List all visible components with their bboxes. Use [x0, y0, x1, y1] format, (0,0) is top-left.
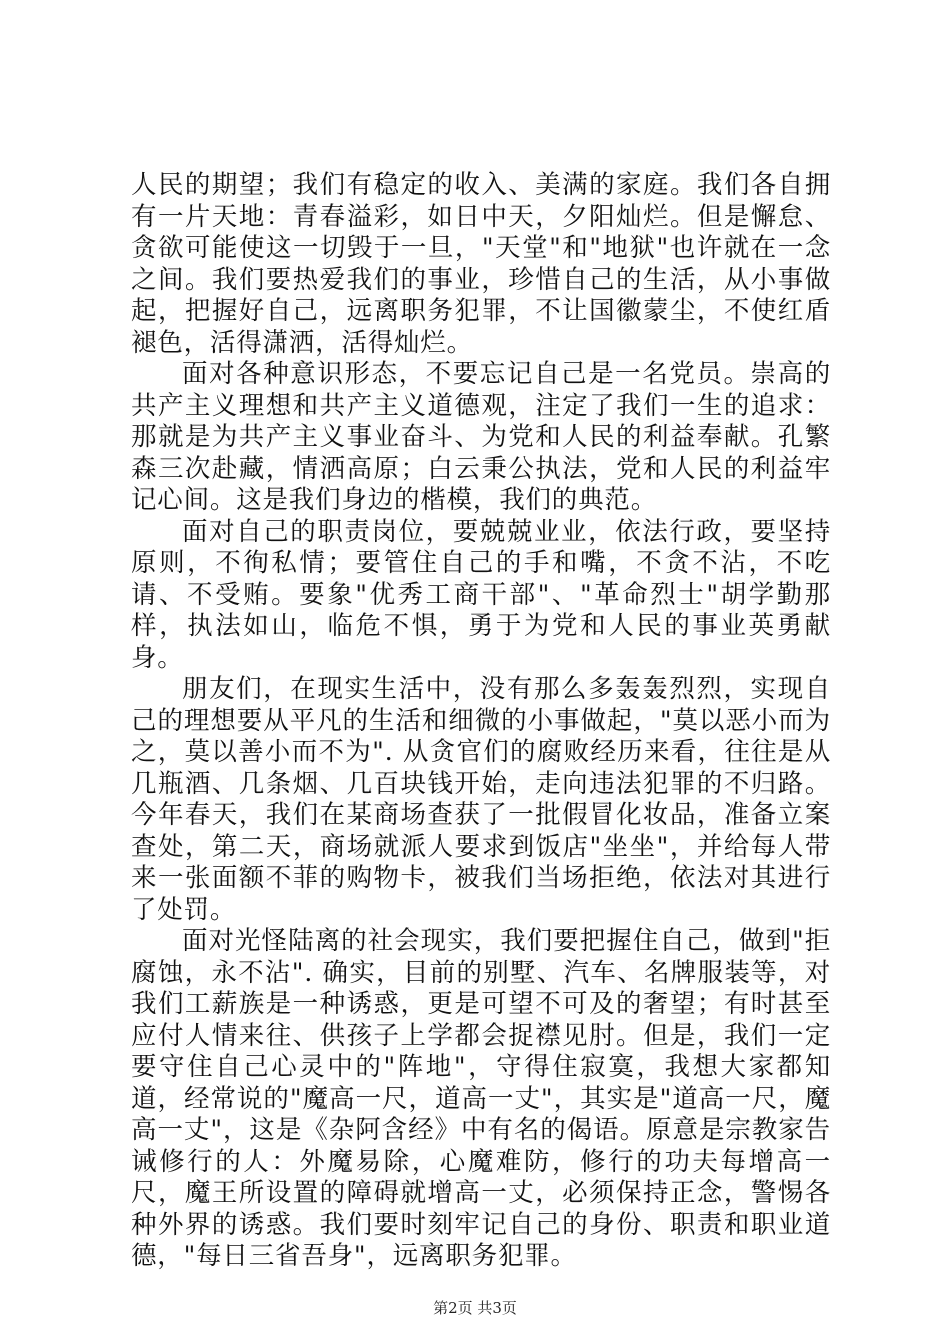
- document-body: [131, 170, 831, 1273]
- paragraph-3: 面对自己的职责岗位，要兢兢业业，依法行政，要坚持原则，不徇私情；要管住自己的手和嘴，不贪不沾，不吃请、不受贿。要象"优秀工商干部"、"革命烈士"胡学勤那样，执法如山，临危不惧，勇于为党和人民的事业英勇献身。: [131, 516, 831, 673]
- page-number-footer: 第2页 共3页: [433, 1299, 517, 1317]
- paragraph-5: 面对光怪陆离的社会现实，我们要把握住自己，做到"拒腐蚀，永不沾". 确实，目前的别墅、汽车、名牌服装等，对我们工薪族是一种诱惑，更是可望不可及的奢望；有时甚至应付人情来往、供孩子上学都会捉襟见肘。但是，我们一定要守住自己心灵中的"阵地"，守得住寂寞，我想大家都知道，经常说的"魔高一尺，道高一丈"，其实是"道高一尺，魔高一丈"，这是《杂阿含经》中有名的偈语。原意是宗教家告诫修行的人：外魔易除，心魔难防，修行的功夫每增高一尺，魔王所设置的障碍就增高一丈，必须保持正念，警惕各种外界的诱惑。我们要时刻牢记自己的身份、职责和职业道德，"每日三省吾身"，远离职务犯罪。: [131, 926, 831, 1271]
- paragraph-1: 人民的期望；我们有稳定的收入、美满的家庭。我们各自拥有一片天地：青春溢彩，如日中天，夕阳灿烂。但是懈怠、贪欲可能使这一切毁于一旦，"天堂"和"地狱"也许就在一念之间。我们要热爱我们的事业，珍惜自己的生活，从小事做起，把握好自己，远离职务犯罪，不让国徽蒙尘，不使红盾褪色，活得潇洒，活得灿烂。: [131, 170, 831, 358]
- paragraph-4: 朋友们，在现实生活中，没有那么多轰轰烈烈，实现自己的理想要从平凡的生活和细微的小事做起，"莫以恶小而为之，莫以善小而不为". 从贪官们的腐败经历来看，往往是从几瓶酒、几条烟、几百块钱开始，走向违法犯罪的不归路。今年春天，我们在某商场查获了一批假冒化妆品，准备立案查处，第二天，商场就派人要求到饭店"坐坐"，并给每人带来一张面额不菲的购物卡，被我们当场拒绝，依法对其进行了处罚。: [131, 674, 831, 925]
- paragraph-2: 面对各种意识形态，不要忘记自己是一名党员。崇高的共产主义理想和共产主义道德观，注定了我们一生的追求：那就是为共产主义事业奋斗、为党和人民的利益奉献。孔繁森三次赴藏，情洒高原；白云秉公执法，党和人民的利益牢记心间。这是我们身边的楷模，我们的典范。: [131, 359, 831, 515]
